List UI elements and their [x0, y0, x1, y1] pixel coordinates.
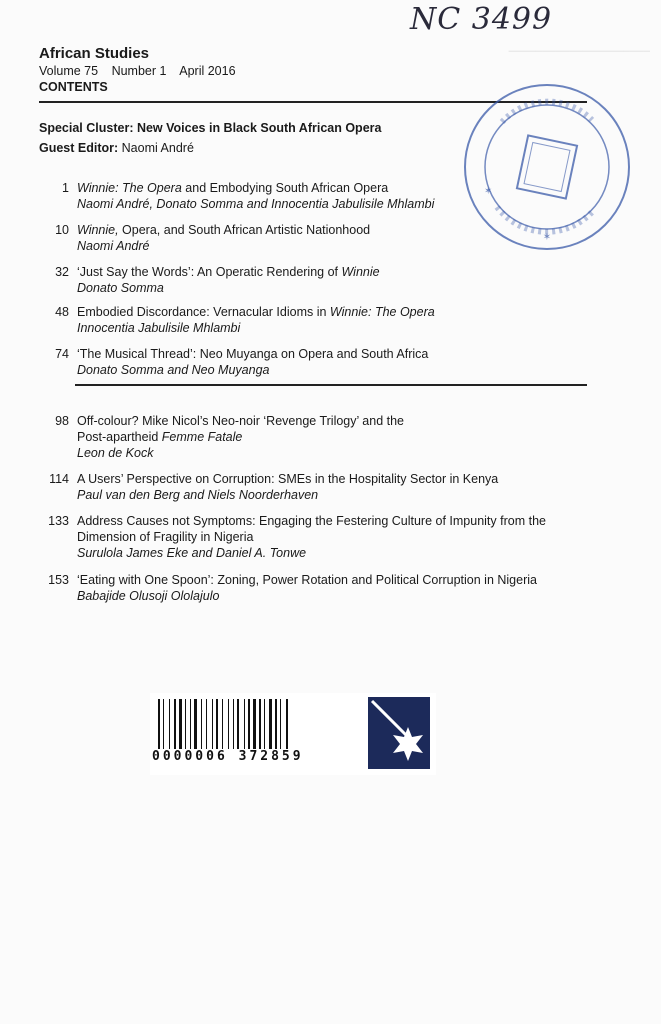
barcode-bar	[201, 699, 202, 749]
barcode-bar	[179, 699, 182, 749]
article-authors: Donato Somma	[77, 281, 164, 295]
barcode-bar	[237, 699, 239, 749]
guest-editor	[39, 141, 381, 155]
article-title: Address Causes not Symptoms: Engaging the Festering Culture of Impunity from the	[77, 514, 546, 528]
handwritten-accession-number: NC 3499	[410, 2, 553, 37]
page-number: 1	[62, 181, 69, 195]
article-title: ‘Eating with One Spoon’: Zoning, Power Rotation and Political Corruption in Nigeria	[77, 573, 537, 587]
article-title: A Users’ Perspective on Corruption: SMEs in the Hospitality Sector in Kenya	[77, 472, 499, 486]
toc-entry	[39, 471, 599, 503]
article-authors: Paul van den Berg and Niels Noorderhaven	[77, 488, 319, 502]
barcode-bar	[185, 699, 186, 749]
editor-name: Naomi André	[121, 141, 194, 155]
barcode-bar	[264, 699, 265, 749]
barcode-bar	[280, 699, 281, 749]
toc-entry	[39, 346, 599, 378]
barcode-bar	[216, 699, 218, 749]
article-title: Off-colour? Mike Nicol’s Neo-noir ‘Revenge Trilogy’ and the	[77, 414, 405, 428]
page-number: 114	[49, 472, 69, 486]
page-number: 133	[48, 514, 69, 528]
barcode-bar	[158, 699, 160, 749]
library-logo-icon	[368, 697, 430, 769]
article-title: Winnie: The Opera and Embodying South African Opera	[77, 181, 389, 195]
article-title: ‘Just Say the Words’: An Operatic Rendering of Winnie	[77, 265, 380, 279]
toc-entry	[39, 304, 599, 336]
page-number: 153	[48, 573, 69, 587]
svg-text:✶: ✶	[484, 186, 493, 197]
journal-title: African Studies	[39, 45, 150, 62]
barcode-label	[150, 693, 436, 775]
barcode-bar	[174, 699, 176, 749]
library-stamp	[462, 82, 632, 252]
toc-entry	[39, 264, 599, 296]
volume: Volume 75	[39, 64, 99, 78]
toc-entry	[39, 413, 599, 461]
barcode-bar	[275, 699, 277, 749]
barcode-bar	[163, 699, 164, 749]
barcode-bar	[248, 699, 250, 749]
toc-entry	[39, 513, 599, 561]
barcode-bar	[212, 699, 213, 749]
toc-entry	[39, 572, 599, 604]
article-authors: Babajide Olusoji Ololajulo	[77, 589, 220, 603]
barcode-bar	[228, 699, 229, 749]
special-cluster	[39, 121, 381, 155]
svg-text:✶: ✶	[542, 232, 552, 243]
editor-label: Guest Editor:	[39, 141, 119, 155]
barcode-bar	[233, 699, 234, 749]
article-title-line2: Post-apartheid Femme Fatale	[77, 430, 243, 444]
barcode-bar	[206, 699, 207, 749]
page-number: 98	[55, 414, 69, 428]
article-title: Winnie, Opera, and South African Artistic Nationhood	[77, 223, 371, 237]
issue-date: April 2016	[179, 64, 236, 78]
contents-heading: CONTENTS	[39, 80, 108, 94]
page-number: 48	[55, 305, 69, 319]
issue-line	[39, 64, 246, 78]
barcode-bars	[154, 697, 364, 753]
barcode-number: 0000006 372859	[152, 749, 304, 764]
barcode-bar	[169, 699, 170, 749]
article-title: ‘The Musical Thread’: Neo Muyanga on Opera and South Africa	[77, 347, 429, 361]
barcode-bar	[286, 699, 288, 749]
page-number: 74	[55, 347, 69, 361]
barcode-bar	[194, 699, 197, 749]
article-authors: Donato Somma and Neo Muyanga	[77, 363, 270, 377]
article-authors: Surulola James Eke and Daniel A. Tonwe	[77, 546, 307, 560]
page-number: 10	[55, 223, 69, 237]
article-title-line2: Dimension of Fragility in Nigeria	[77, 530, 254, 544]
barcode-bar	[259, 699, 261, 749]
cluster-title: Special Cluster: New Voices in Black South African Opera	[39, 121, 382, 135]
journal-header	[39, 45, 246, 94]
article-authors: Leon de Kock	[77, 446, 154, 460]
barcode-bar	[190, 699, 191, 749]
barcode-bar	[244, 699, 245, 749]
bleed-through-texture: ─────────────────────	[508, 45, 650, 57]
article-authors: Naomi André	[77, 239, 150, 253]
barcode-bar	[269, 699, 272, 749]
cluster-divider	[75, 384, 587, 386]
article-authors: Naomi André, Donato Somma and Innocentia Jabulisile Mhlambi	[77, 197, 435, 211]
page-number: 32	[55, 265, 69, 279]
article-title: Embodied Discordance: Vernacular Idioms in Winnie: The Opera	[77, 305, 435, 319]
barcode-bar	[222, 699, 223, 749]
barcode-bar	[253, 699, 256, 749]
article-authors: Innocentia Jabulisile Mhlambi	[77, 321, 241, 335]
issue-number: Number 1	[111, 64, 167, 78]
